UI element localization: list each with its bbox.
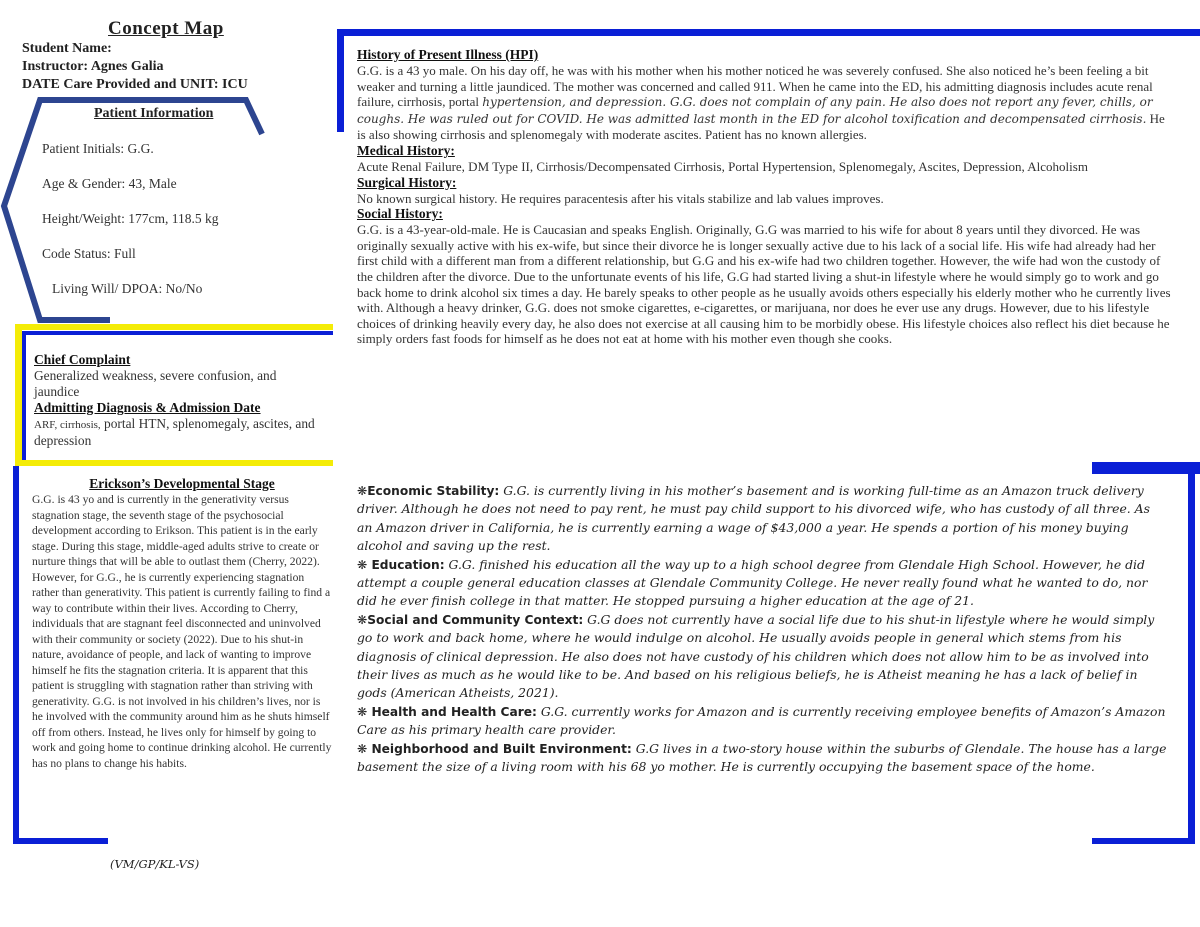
chief-frame-yellow-bottom — [15, 460, 333, 466]
sdoh-label: Education: — [371, 557, 445, 572]
hpi-text — [357, 63, 1172, 143]
chief-frame-yellow-top — [15, 324, 333, 330]
social-history-title: Social History: — [357, 206, 443, 222]
sdoh-frame-bottom — [1092, 838, 1195, 844]
sdoh-label: Neighborhood and Built Environment: — [371, 741, 632, 756]
footer-initials: (VM/GP/KL-VS) — [110, 857, 200, 871]
sdoh-text: G.G. is currently living in his mother’s basement and is working full-time as an Amazon truck delivery driver. Although he does not need to pay rent, he must pay child support to his divorced wife, who has custody of all three. As an Amazon driver in California, he is currently earning a wage of $43,000 a year. He spends a portion of his money buying alcohol and saving up the rest. — [357, 483, 1150, 554]
admitting-diagnosis-title: Admitting Diagnosis & Admission Date — [34, 400, 261, 415]
erikson-frame-left — [13, 466, 19, 844]
erikson-frame-bottom — [13, 838, 108, 844]
medical-history-text: Acute Renal Failure, DM Type II, Cirrhosis/Decompensated Cirrhosis, Portal Hypertension, Splenomegaly, Ascites, Depression, Alcoholism — [357, 158, 1088, 174]
sdoh-text: G.G. currently works for Amazon and is currently receiving employee benefits of Amazon’s Amazon Care as his primary health care provider. — [357, 703, 1166, 738]
sdoh-list — [357, 482, 1169, 777]
sdoh-label: Social and Community Context: — [367, 612, 584, 627]
chief-complaint-text: Generalized weakness, severe confusion, and jaundice — [34, 368, 277, 399]
bullet-icon: ❋ — [357, 704, 368, 719]
sdoh-item-health — [357, 703, 1169, 740]
sdoh-label: Economic Stability: — [367, 484, 500, 498]
date-unit: DATE Care Provided and UNIT: ICU — [22, 77, 248, 92]
surgical-history-title: Surgical History: — [357, 174, 457, 190]
instructor: Instructor: Agnes Galia — [22, 59, 164, 74]
hpi-text-plain: G.G. is a 43 yo male. On his day off, he was with his mother when his mother noticed he was severely confused. She also noticed he’s been feeling a bit weaker and turning a little jaundiced. The mother was concerned and called 911. When he came into the ED, his admitting diagnosis includes acute renal failure, cirrhosis, portal — [357, 63, 1153, 110]
sdoh-label: Health and Health Care: — [371, 704, 537, 719]
sdoh-frame-right — [1188, 462, 1195, 844]
sdoh-item-education — [357, 556, 1169, 611]
student-name: Student Name: — [22, 41, 112, 56]
sdoh-text: G.G does not currently have a social life due to his shut-in lifestyle where he would simply go to work and back home, where he would indulge on alcohol. He usually avoids people in general which stems from his diagnosis of clinical depression. He also does not have custody of his children which does not allow him to be as involved into their lives as much as he would like to be. And based on his religious beliefs, he is Atheist meaning he has a lack of belief in gods (American Atheists, 2021). — [357, 611, 1155, 701]
age-gender: Age & Gender: 43, Male — [42, 176, 177, 191]
hpi-text-end: He is also showing cirrhosis and splenomegaly with moderate ascites. Patient has no known allergies. — [357, 110, 1165, 143]
living-will: Living Will/ DPOA: No/No — [52, 281, 203, 296]
sdoh-item-social — [357, 611, 1169, 703]
hpi-frame-left — [337, 29, 344, 132]
sdoh-frame-top — [1092, 462, 1200, 474]
height-weight: Height/Weight: 177cm, 118.5 kg — [42, 211, 219, 226]
chief-frame-blue-left — [22, 331, 26, 460]
code-status: Code Status: Full — [42, 246, 136, 261]
admitting-diagnosis-text: portal HTN, splenomegaly, ascites, and depression — [34, 416, 315, 448]
bullet-icon: ❋ — [357, 484, 368, 498]
bullet-icon: ❋ — [357, 557, 368, 572]
sdoh-text: G.G. finished his education all the way up to a high school degree from Glendale High School. However, he did attempt a couple general education classes at Glendale Community College. He never really found what he wanted to do, nor did he ever finish college in that matter. He stopped pursuing a higher education at the age of 21. — [357, 556, 1148, 609]
patient-initials: Patient Initials: G.G. — [42, 141, 154, 156]
chief-frame-blue-top — [22, 331, 333, 335]
medical-history-title: Medical History: — [357, 142, 455, 158]
bullet-icon: ❋ — [357, 612, 368, 627]
hpi-title: History of Present Illness (HPI) — [357, 47, 539, 62]
surgical-history-text: No known surgical history. He requires paracentesis after his vitals stabilize and lab values improves. — [357, 190, 884, 206]
admitting-diagnosis-prefix: ARF, cirrhosis, — [34, 419, 101, 431]
hpi-frame-top — [337, 29, 1200, 36]
hpi-text-italic: hypertension, and depression. G.G. does not complain of any pain. He also does not report any fever, chills, or coughs. He was ruled out for COVID. He was admitted last month in the ED for alcohol toxification and decompensated cirrhosis. — [357, 95, 1153, 126]
chief-complaint-title: Chief Complaint — [34, 352, 131, 367]
chief-frame-yellow-left — [15, 324, 22, 466]
erikson-title: Erickson’s Developmental Stage — [89, 476, 275, 491]
page-title: Concept Map — [108, 18, 224, 39]
patient-info-title: Patient Information — [94, 106, 214, 121]
social-history-text: G.G. is a 43-year-old-male. He is Caucasian and speaks English. Originally, G.G was married to his wife for about 8 years until they divorced. He was originally sexually active with his ex-wife, but since their divorce he is longer sexually active due to his lack of a social life. His wife had already had her first child with a different man from a different relationship, but G.G and his ex-wife had two children together. However, the wife had won the custody of the children after the divorce. Due to the unfortunate events of his life, G.G had started living a shut-in lifestyle where he would simply go to work and go back home to drink alcohol six times a day. He barely speaks to other people as he usually avoids others especially his elderly mother who he currently lives with. Although a heavy drinker, G.G. does not smoke cigarettes, e-cigarettes, or marijuana, nor does he ever use any drugs. However, due to his lifestyle choices of drinking heavily every day, he also does not exercise at all causing him to be morbidly obese. His lifestyle choices also reflect his diet because he simply orders fast foods for himself as he does not eat at home with his mother even though she cooks. — [357, 222, 1171, 347]
sdoh-item-economic — [357, 482, 1169, 556]
sdoh-text: G.G lives in a two-story house within the suburbs of Glendale. The house has a large basement the size of a living room with his 68 yo mother. He is currently occupying the basement space of the home. — [357, 740, 1167, 775]
bullet-icon: ❋ — [357, 741, 368, 756]
erikson-text: G.G. is 43 yo and is currently in the generativity versus stagnation stage, the seventh stage of the psychosocial development according to Erikson. This patient is in the early stage. During this stage, middle-aged adults strive to create or nurture things that will be able to outlast them (Cherry, 2022). However, for G.G., he is currently experiencing stagnation rather than generativity. This patient is currently failing to find a way to contribute within their lives. According to Cherry, individuals that are stagnant feel disconnected and uninvolved with their community or society (2022). Due to his shut-in nature, avoidance of people, and lack of wanting to improve himself he fits the stagnation criteria. It is apparent that this patient is struggling with stagnation rather than striving with generativity. G.G. is not involved in his children’s lives, nor is he involved with the community around him as he shuts himself off from others. Instead, he lives only for himself by going to work and going home to continue drinking alcohol. He currently has no plans to change his habits. — [32, 493, 332, 770]
sdoh-item-neighborhood — [357, 740, 1169, 777]
